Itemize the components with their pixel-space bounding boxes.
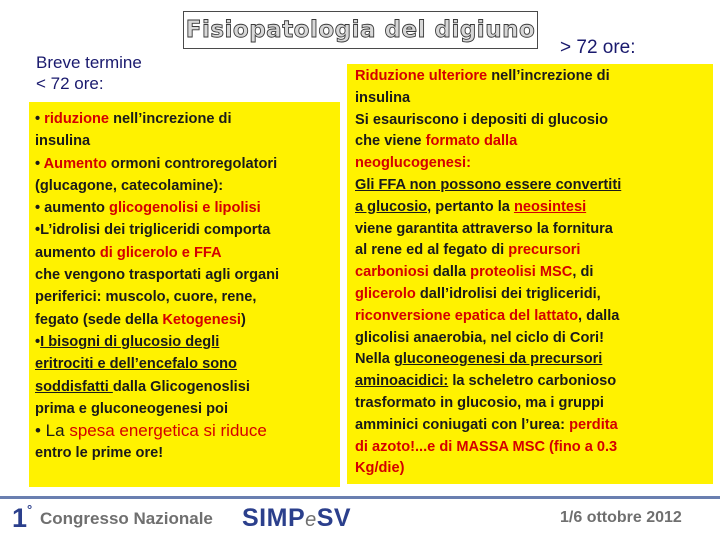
text-line: glicolisi anaerobia, nel ciclo di Cori!	[355, 329, 604, 346]
text-line: prima e gluconeogenesi poi	[35, 400, 228, 417]
congress-number: 1	[12, 503, 28, 533]
text-line: a glucosio, pertanto la neosintesi	[355, 198, 587, 215]
text-line: insulina	[355, 89, 411, 106]
short-term-heading-line1: Breve termine	[36, 53, 142, 72]
footer-divider	[0, 496, 720, 499]
title-box	[183, 11, 538, 49]
congress-name: Congresso Nazionale	[40, 509, 213, 528]
text-line: neoglucogenesi:	[355, 155, 471, 172]
text-line: Gli FFA non possono essere convertiti	[355, 176, 622, 193]
congress-ordinal: °	[27, 502, 33, 517]
text-line: Kg/die)	[355, 460, 405, 477]
simpesv-logo: SIMPeSV	[242, 504, 352, 532]
text-line: Si esauriscono i depositi di glucosio	[355, 111, 609, 128]
text-line: fegato (sede della Ketogenesi)	[35, 311, 246, 328]
short-term-heading-line2: < 72 ore:	[36, 74, 104, 93]
text-line: eritrociti e dell’encefalo sono	[35, 356, 237, 373]
text-line: trasformato in glucosio, ma i gruppi	[355, 394, 604, 411]
text-line: che vengono trasportati agli organi	[35, 267, 280, 284]
text-line: soddisfatti dalla Glicogenoslisi	[35, 378, 250, 395]
text-line: al rene ed al fegato di precursori	[355, 242, 581, 259]
text-line: periferici: muscolo, cuore, rene,	[35, 289, 257, 306]
text-line: aminoacidici: la scheletro carbonioso	[355, 373, 617, 390]
text-line: aumento di glicerolo e FFA	[35, 244, 222, 261]
text-line: •I bisogni di glucosio degli	[35, 333, 220, 350]
congress-date: 1/6 ottobre 2012	[560, 509, 682, 526]
text-line: •L’idrolisi dei trigliceridi comporta	[35, 222, 271, 239]
text-line: che viene formato dalla	[355, 133, 518, 150]
text-line: Riduzione ulteriore nell’increzione di	[355, 68, 610, 84]
text-line: • Aumento ormoni controregolatori	[35, 155, 278, 172]
long-term-box	[347, 64, 713, 484]
long-term-heading: > 72 ore:	[560, 37, 636, 58]
text-line: Nella gluconeogenesi da precursori	[355, 351, 603, 368]
slide-title: Fisiopatologia del digiuno	[185, 17, 536, 43]
text-line: • La spesa energetica si riduce	[35, 421, 267, 441]
text-line: amminici coniugati con l’urea: perdita	[355, 416, 618, 433]
text-line: • aumento glicogenolisi e lipolisi	[35, 200, 261, 217]
text-line: entro le prime ore!	[35, 445, 164, 462]
footer-banner	[0, 496, 720, 540]
text-line: (glucagone, catecolamine):	[35, 177, 224, 194]
text-line: glicerolo dall’idrolisi dei trigliceridi,	[355, 285, 601, 302]
short-term-box	[29, 102, 340, 487]
text-line: carboniosi dalla proteolisi MSC, di	[355, 264, 594, 281]
text-line: viene garantita attraverso la fornitura	[355, 220, 613, 237]
text-line: • riduzione nell’increzione di	[35, 111, 232, 127]
text-line: riconversione epatica del lattato, dalla	[355, 307, 620, 324]
short-term-heading	[36, 52, 142, 94]
text-line: insulina	[35, 133, 91, 150]
text-line: di azoto!...e di MASSA MSC (fino a 0.3	[355, 438, 618, 455]
